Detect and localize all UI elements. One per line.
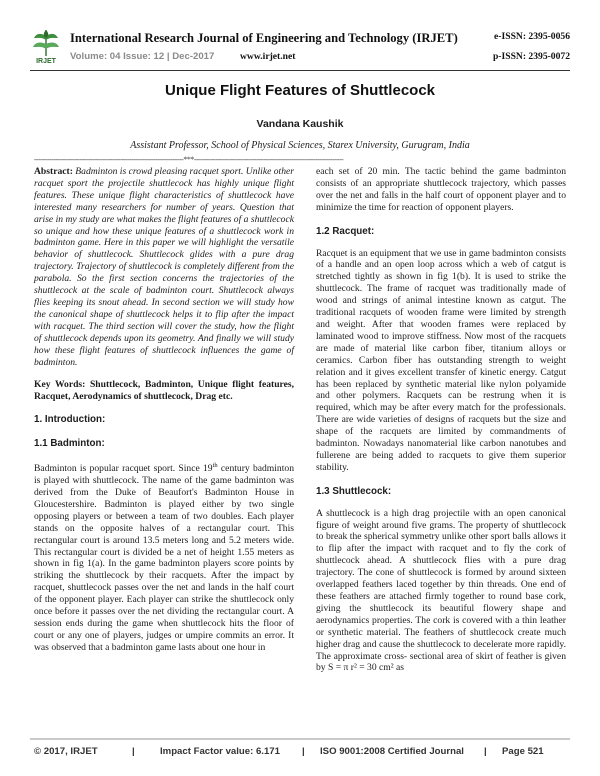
journal-header <box>30 28 570 68</box>
superscript-th: th <box>212 462 218 470</box>
shuttlecock-paragraph: A shuttlecock is a high drag projectile with an open canonical figure of weight around five grams. The property of shuttlecock to break the spherical symmetry unlike other sport balls allows it to flip after the impact with racquet and to fly the cork of shuttlecock ahead. A shuttlecock flies with a pure drag trajectory. The cone of shuttlecock is formed by around sixteen overlapped feathers laced together by thin threads. One end of these feathers are attached firmly together to round base cork, giving the shuttlecock its beautiful flowery shape and aerodynamics properties. The cork is covered with a thin leather or synthetic material. The feathers of shuttlecock create much higher drag and cause the shuttlecock to decelerate more rapidly. The approximate cross- sectional area of skirt of feather is given by S = π r² = 30 cm² as <box>316 507 566 674</box>
footer-iso: ISO 9001:2008 Certified Journal <box>320 746 464 757</box>
footer-divider-3: | <box>484 746 487 757</box>
footer-copyright: © 2017, IRJET <box>34 746 98 757</box>
journal-name: International Research Journal of Engineering and Technology (IRJET) <box>70 31 458 45</box>
irjet-logo <box>30 28 62 68</box>
badminton-text-start: Badminton is popular racquet sport. Since 19 <box>34 463 213 475</box>
volume-info: Volume: 04 Issue: 12 | Dec-2017 <box>70 51 215 62</box>
right-column <box>316 166 566 674</box>
racquet-paragraph: Racquet is an equipment that we use in game badminton consists of a handle and an open loop across which a web of catgut is stretched tightly as shown in fig 1(b). It is used to strike the shuttlecock. The frame of racquet was traditionally made of wood and strings of animal intestine known as catgut. The traditional racquets of wooden frame were limited by strength and weight. After that wooden frames were replaced by laminated wood to improve stiffness. Now most of the racquets are made of material like carbon fiber, titanium alloys or ceramics. Carbon fiber has outstanding strength to weight relation and it gives excellent transfer of kinetic energy. Catgut has been replaced by synthetic material like nylon polyamide and other polymers. Racquets can be restrung when it is required, which may be after every match for the professionals. There are wide varieties of designs of racquets but the size and shape of the racquets are limited by commandments of badminton. Nowadays nanomaterial like carbon nanotubes and fullerene are being added to racquets to give them superior stability. <box>316 247 566 473</box>
section-heading-badminton: 1.1 Badminton: <box>34 438 105 450</box>
header-divider <box>30 70 570 71</box>
badminton-paragraph-continued: each set of 20 min. The tactic behind the game badminton consists of an appropriate shuttlecock trajectory, which passes over the net and falls in the half court of opponent player and to minimize the time for reaction of opponent players. <box>316 166 566 213</box>
abstract-label: Abstract: <box>34 166 73 177</box>
abstract-text: Badminton is crowd pleasing racquet sport. Unlike other racquet sport the projectile shuttlecock has highly unique flight features. These unique flight characteristics of shuttlecock have interested many researchers for number of years. Question that arise in my study are what makes the flight features of a shuttlecock so unique and how these unique features of a shuttlecock work in badminton game. Here in this paper we will highlight the versatile behavior of shuttlecock. Shuttlecock glides with a pure drag trajectory. Trajectory of shuttlecock is completely different from the parabola. So the first section concerns the trajectories of the shuttlecock at the scale of badminton court. Shuttlecock always flies keeping its snout ahead. In second section we will study how the canonical shape of shuttlecock helps it to flip after the impact with racquet. The third section will cover the study, how the flight of shuttlecock depends upon its geometry. And finally we will study how these flight features of shuttlecock influences the game of badminton. <box>34 166 294 368</box>
author-name: Vandana Kaushik <box>256 118 344 130</box>
paper-title: Unique Flight Features of Shuttlecock <box>164 82 436 99</box>
author-affiliation: Assistant Professor, School of Physical Sciences, Starex University, Gurugram, India <box>130 140 470 151</box>
section-heading-introduction: 1. Introduction: <box>34 414 106 426</box>
logo-text: IRJET <box>36 58 56 65</box>
footer-divider <box>30 738 570 740</box>
footer-page-number: Page 521 <box>502 746 544 757</box>
badminton-text-rest: century badminton is played with shuttlecock. The name of the game badminton was derived from the Duke of Beaufort's Badminton House in Gloucestershire. Badminton is played either by two single opposing players or between a team of two doubles. Each player stands on the opposite halves of a rectangular court. This rectangular court is around 13.5 meters long and 5.2 meters wide. This rectangular court is divided be a net of height 1.55 meters as shown in fig 1(a). In the game badminton players score points by striking the shuttlecock by their racquets. After the impact by racquet, shuttlecock passes over the net and lands in the half court of the opponent player. Each player can strike the shuttlecock only once before it passes over the net dividing the rectangular court. A session ends during the game when shuttlecock hits the floor of court or any one of players, judges or umpire commits an error. It was observed that a badminton game lasts about one hour in <box>34 463 294 653</box>
footer-divider-1: | <box>132 746 135 757</box>
section-heading-racquet: 1.2 Racquet: <box>316 225 375 237</box>
abstract <box>34 166 294 368</box>
leaf-icon <box>30 28 62 58</box>
p-issn: p-ISSN: 2395-0072 <box>492 51 570 62</box>
badminton-paragraph <box>34 460 294 654</box>
left-column <box>34 166 294 654</box>
section-heading-shuttlecock: 1.3 Shuttlecock: <box>316 485 392 497</box>
keywords: Key Words: Shuttlecock, Badminton, Unique flight features, Racquet, Aerodynamics of shuttlecock, Drag etc. <box>34 379 294 403</box>
e-issn: e-ISSN: 2395-0056 <box>494 31 570 42</box>
section-separator: ---------------------------------------------------------------------***--------------------------------------------------------------------- <box>34 155 344 164</box>
footer-divider-2: | <box>302 746 305 757</box>
footer-impact-factor: Impact Factor value: 6.171 <box>160 746 280 757</box>
website-link[interactable]: www.irjet.net <box>240 51 296 62</box>
